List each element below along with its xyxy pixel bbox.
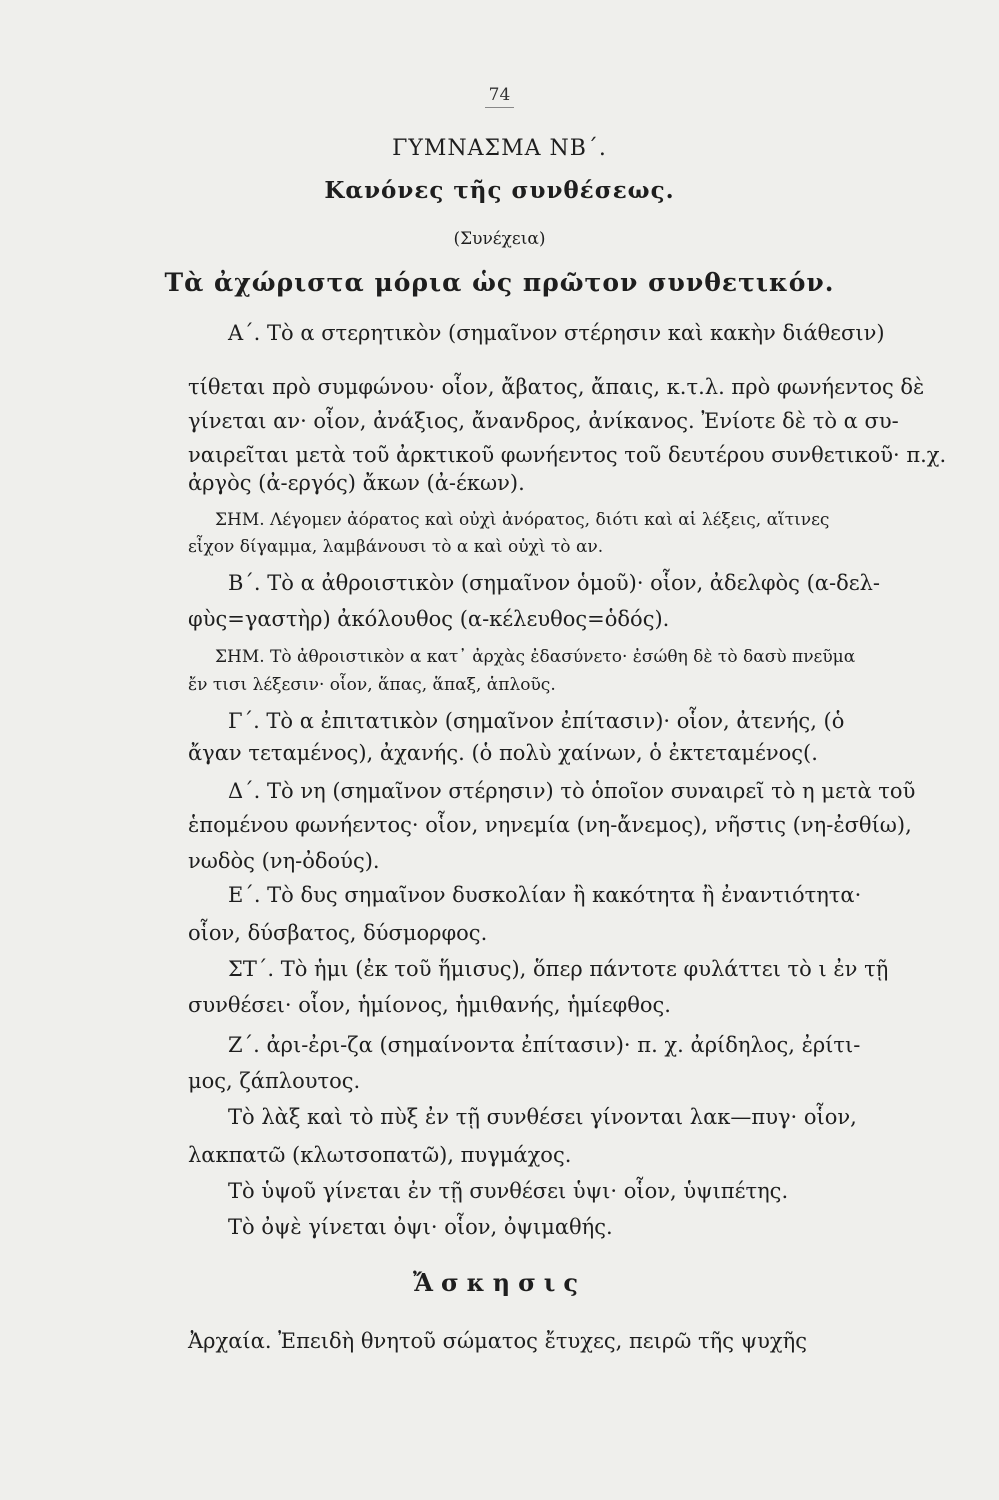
exercise-title: ΓΥΜΝΑΣΜΑ ΝΒ΄. — [392, 136, 607, 161]
exercise-heading: Ἄσκησις — [412, 1268, 586, 1297]
body-line: συνθέσει· οἷον, ἡμίονος, ἡμιθανής, ἡμίεφθος. — [188, 993, 671, 1017]
note-line: ΣΗΜ. Λέγομεν ἀόρατος καὶ οὐχὶ ἀνόρατος, διότι καὶ αἱ λέξεις, αἵτινες — [215, 510, 830, 530]
page-number: 74 — [0, 80, 999, 110]
body-line: Τὸ ὀψὲ γίνεται ὀψι· οἷον, ὀψιμαθής. — [228, 1215, 613, 1239]
body-line: Ζ΄. ἀρι-ἐρι-ζα (σημαίνοντα ἐπίτασιν)· π. χ. ἀρίδηλος, ἐρίτι- — [228, 1033, 861, 1057]
body-line: Ε΄. Τὸ δυς σημαῖνον δυσκολίαν ἢ κακότητα ἢ ἐναντιότητα· — [228, 883, 862, 907]
body-line: ἀργὸς (ἀ-εργός) ἄκων (ἀ-έκων). — [188, 471, 525, 495]
body-line: τίθεται πρὸ συμφώνου· οἷον, ἄβατος, ἄπαις, κ.τ.λ. πρὸ φωνήεντος δὲ — [188, 375, 925, 399]
body-line: ἑπομένου φωνήεντος· οἷον, νηνεμία (νη-ἄνεμος), νῆστις (νη-ἐσθίω), — [188, 813, 912, 837]
section-title: Τὰ ἀχώριστα μόρια ὡς πρῶτον συνθετικόν. — [164, 268, 835, 297]
continuation-note: (Συνέχεια) — [453, 229, 546, 249]
body-line: φὺς=γαστὴρ) ἀκόλουθος (α-κέλευθος=ὁδός). — [188, 607, 670, 631]
exercise-text-line: Ἀρχαία. Ἐπειδὴ θνητοῦ σώματος ἔτυχες, πειρῶ τῆς ψυχῆς — [188, 1329, 807, 1353]
chapter-subtitle: Κανόνες τῆς συνθέσεως. — [324, 177, 675, 204]
note-line: ΣΗΜ. Τὸ ἀθροιστικὸν α κατ᾽ ἀρχὰς ἐδασύνετο· ἐσώθη δὲ τὸ δασὺ πνεῦμα — [215, 647, 856, 667]
body-line: Τὸ ὑψοῦ γίνεται ἐν τῇ συνθέσει ὑψι· οἷον, ὑψιπέτης. — [228, 1179, 789, 1203]
body-line: Α΄. Τὸ α στερητικὸν (σημαῖνον στέρησιν καὶ κακὴν διάθεσιν) — [228, 321, 885, 345]
body-line: ΣΤ΄. Τὸ ἡμι (ἐκ τοῦ ἥμισυς), ὅπερ πάντοτε φυλάττει τὸ ι ἐν τῇ — [228, 957, 889, 981]
body-line: ἄγαν τεταμένος), ἀχανής. (ὁ πολὺ χαίνων, ὁ ἐκτεταμένος(. — [188, 741, 818, 765]
body-line: νωδὸς (νη-ὀδούς). — [188, 849, 380, 873]
body-line: γίνεται αν· οἷον, ἀνάξιος, ἄνανδρος, ἀνίκανος. Ἐνίοτε δὲ τὸ α συ- — [188, 409, 899, 433]
body-line: Δ΄. Τὸ νη (σημαῖνον στέρησιν) τὸ ὁποῖον συναιρεῖ τὸ η μετὰ τοῦ — [228, 779, 916, 803]
body-line: μος, ζάπλουτος. — [188, 1069, 361, 1093]
body-line: Β΄. Τὸ α ἀθροιστικὸν (σημαῖνον ὁμοῦ)· οἷον, ἀδελφὸς (α-δελ- — [228, 571, 881, 595]
body-line: Γ΄. Τὸ α ἐπιτατικὸν (σημαῖνον ἐπίτασιν)· οἷον, ἀτενής, (ὁ — [228, 709, 845, 733]
body-line: λακπατῶ (κλωτσοπατῶ), πυγμάχος. — [188, 1143, 572, 1167]
note-line: εἶχον δίγαμμα, λαμβάνουσι τὸ α καὶ οὐχὶ τὸ αν. — [188, 537, 604, 557]
body-line: Τὸ λὰξ καὶ τὸ πὺξ ἐν τῇ συνθέσει γίνονται λακ—πυγ· οἷον, — [228, 1105, 857, 1129]
note-line: ἔν τισι λέξεσιν· οἷον, ἅπας, ἅπαξ, ἁπλοῦς. — [188, 675, 556, 695]
body-line: ναιρεῖται μετὰ τοῦ ἀρκτικοῦ φωνήεντος τοῦ δευτέρου συνθετικοῦ· π.χ. — [188, 443, 947, 467]
body-line: οἷον, δύσβατος, δύσμορφος. — [188, 921, 488, 945]
